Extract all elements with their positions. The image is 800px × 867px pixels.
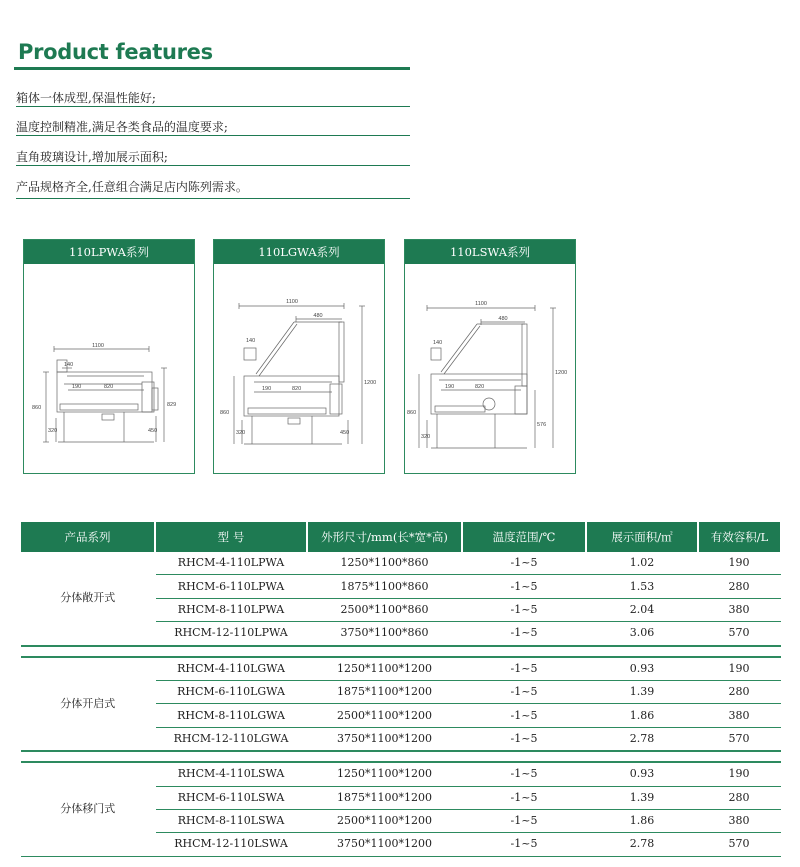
series-cell: 分体移门式 (21, 762, 155, 856)
feature-divider (16, 135, 410, 136)
dim-829: 829 (167, 402, 177, 408)
model-cell: RHCM-12-110LPWA (155, 622, 307, 646)
dim-320: 320 (421, 434, 431, 440)
feature-divider (16, 198, 410, 199)
dim-480: 480 (313, 313, 323, 319)
temperature-cell: -1~5 (462, 575, 586, 598)
temperature-cell: -1~5 (462, 598, 586, 621)
diagram-card-lswa (404, 239, 576, 474)
dim-480: 480 (498, 316, 508, 322)
display-area-cell: 3.06 (586, 622, 698, 646)
display-area-cell: 1.39 (586, 786, 698, 809)
cabinet-drawing-sliding (405, 264, 575, 472)
dim-860: 860 (32, 405, 42, 411)
model-cell: RHCM-8-110LSWA (155, 809, 307, 832)
col-header-display-area: 展示面积/㎡ (586, 522, 698, 552)
feature-text: 箱体一体成型,保温性能好; (16, 91, 156, 105)
group-separator (21, 646, 780, 657)
features-title: Product features (18, 40, 213, 64)
dim-140: 140 (433, 340, 443, 346)
model-cell: RHCM-6-110LSWA (155, 786, 307, 809)
title-divider (14, 67, 410, 70)
feature-item-2 (16, 118, 410, 134)
display-area-cell: 1.86 (586, 809, 698, 832)
dim-1200: 1200 (555, 370, 568, 376)
diagram-title: 110LPWA系列 (24, 240, 194, 264)
temperature-cell: -1~5 (462, 786, 586, 809)
model-cell: RHCM-4-110LSWA (155, 762, 307, 786)
feature-text: 温度控制精准,满足各类食品的温度要求; (16, 120, 228, 134)
col-header-series: 产品系列 (21, 522, 155, 552)
table-row (21, 762, 780, 786)
col-header-model: 型 号 (155, 522, 307, 552)
volume-cell: 570 (698, 622, 780, 646)
temperature-cell: -1~5 (462, 762, 586, 786)
feature-divider (16, 106, 410, 107)
volume-cell: 280 (698, 680, 780, 703)
dim-320: 320 (236, 430, 246, 436)
model-cell: RHCM-12-110LGWA (155, 727, 307, 751)
temperature-cell: -1~5 (462, 680, 586, 703)
dimensions-cell: 1875*1100*1200 (307, 786, 462, 809)
dimensions-cell: 3750*1100*1200 (307, 727, 462, 751)
group-separator (21, 751, 780, 762)
dimensions-cell: 3750*1100*860 (307, 622, 462, 646)
volume-cell: 280 (698, 786, 780, 809)
dim-140: 140 (64, 362, 74, 368)
diagram-card-lpwa (23, 239, 195, 474)
display-area-cell: 1.53 (586, 575, 698, 598)
display-area-cell: 1.02 (586, 552, 698, 575)
diagram-title: 110LSWA系列 (405, 240, 575, 264)
col-header-temperature: 温度范围/℃ (462, 522, 586, 552)
volume-cell: 380 (698, 704, 780, 727)
volume-cell: 570 (698, 727, 780, 751)
series-cell: 分体敞开式 (21, 552, 155, 646)
model-cell: RHCM-4-110LGWA (155, 657, 307, 681)
model-cell: RHCM-6-110LGWA (155, 680, 307, 703)
volume-cell: 280 (698, 575, 780, 598)
model-cell: RHCM-8-110LPWA (155, 598, 307, 621)
display-area-cell: 1.39 (586, 680, 698, 703)
display-area-cell: 1.86 (586, 704, 698, 727)
series-cell: 分体开启式 (21, 657, 155, 752)
dimensions-cell: 1875*1100*860 (307, 575, 462, 598)
temperature-cell: -1~5 (462, 809, 586, 832)
dim-820: 820 (292, 386, 302, 392)
table-header-row (21, 522, 780, 552)
col-header-volume: 有效容积/L (698, 522, 780, 552)
volume-cell: 190 (698, 657, 780, 681)
dim-820: 820 (104, 384, 114, 390)
diagram-title: 110LGWA系列 (214, 240, 384, 264)
dim-1200: 1200 (364, 380, 377, 386)
temperature-cell: -1~5 (462, 657, 586, 681)
feature-text: 产品规格齐全,任意组合满足店内陈列需求。 (16, 180, 248, 194)
display-area-cell: 0.93 (586, 657, 698, 681)
temperature-cell: -1~5 (462, 622, 586, 646)
dim-860: 860 (220, 410, 230, 416)
volume-cell: 190 (698, 552, 780, 575)
dimensions-cell: 1875*1100*1200 (307, 680, 462, 703)
display-area-cell: 2.04 (586, 598, 698, 621)
table-row (21, 657, 780, 681)
display-area-cell: 2.78 (586, 833, 698, 856)
dim-450: 450 (340, 430, 350, 436)
spec-table (21, 522, 781, 857)
dimensions-cell: 2500*1100*860 (307, 598, 462, 621)
dim-576: 576 (537, 422, 547, 428)
feature-item-4 (16, 178, 410, 194)
temperature-cell: -1~5 (462, 552, 586, 575)
cabinet-drawing-glass (214, 264, 384, 472)
dim-190: 190 (262, 386, 272, 392)
group-separator-cell (21, 751, 780, 762)
dimensions-cell: 1250*1100*1200 (307, 762, 462, 786)
volume-cell: 190 (698, 762, 780, 786)
display-area-cell: 2.78 (586, 727, 698, 751)
dim-width: 1100 (92, 343, 104, 349)
col-header-dimensions: 外形尺寸/mm(长*宽*高) (307, 522, 462, 552)
temperature-cell: -1~5 (462, 704, 586, 727)
feature-item-1 (16, 89, 410, 105)
dimensions-cell: 2500*1100*1200 (307, 704, 462, 727)
feature-text: 直角玻璃设计,增加展示面积; (16, 150, 168, 164)
dim-820: 820 (475, 384, 485, 390)
model-cell: RHCM-6-110LPWA (155, 575, 307, 598)
dim-width: 1100 (475, 301, 487, 307)
dimensions-cell: 2500*1100*1200 (307, 809, 462, 832)
display-area-cell: 0.93 (586, 762, 698, 786)
diagram-card-lgwa (213, 239, 385, 474)
model-cell: RHCM-4-110LPWA (155, 552, 307, 575)
table-row (21, 552, 780, 575)
cabinet-drawing-open (24, 264, 194, 472)
group-separator-cell (21, 646, 780, 657)
dim-860: 860 (407, 410, 417, 416)
feature-item-3 (16, 148, 410, 164)
dimensions-cell: 1250*1100*860 (307, 552, 462, 575)
dim-450: 450 (148, 428, 158, 434)
dimensions-cell: 1250*1100*1200 (307, 657, 462, 681)
temperature-cell: -1~5 (462, 833, 586, 856)
feature-divider (16, 165, 410, 166)
dim-190: 190 (445, 384, 455, 390)
volume-cell: 380 (698, 598, 780, 621)
dim-190: 190 (72, 384, 82, 390)
model-cell: RHCM-12-110LSWA (155, 833, 307, 856)
dim-320: 320 (48, 428, 58, 434)
dimensions-cell: 3750*1100*1200 (307, 833, 462, 856)
dim-140: 140 (246, 338, 256, 344)
volume-cell: 380 (698, 809, 780, 832)
temperature-cell: -1~5 (462, 727, 586, 751)
dim-width: 1100 (286, 299, 298, 305)
model-cell: RHCM-8-110LGWA (155, 704, 307, 727)
volume-cell: 570 (698, 833, 780, 856)
